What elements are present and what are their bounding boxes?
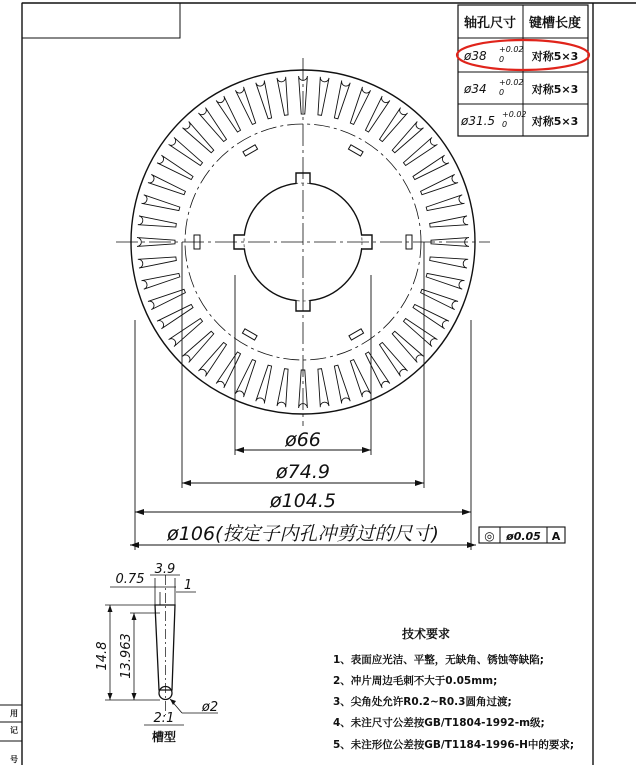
margin-label-b: 记	[10, 726, 18, 735]
table-row-1-dia: ø38	[464, 49, 487, 63]
rotor-slot	[403, 318, 437, 346]
rotor-slot	[277, 369, 288, 407]
slot-dim-3-9: 3.9	[154, 562, 176, 577]
slot-scale: 2:1	[153, 711, 175, 726]
dimension-d106: ø106(按定子内孔冲剪过的尺寸)	[167, 523, 439, 545]
rotor-slot	[413, 304, 449, 328]
tolerance-frame	[479, 527, 565, 543]
rotor-slot	[148, 174, 185, 194]
rotor-slot	[256, 81, 272, 119]
rotor-slot	[350, 87, 370, 124]
rotor-slot	[256, 365, 272, 403]
rotor-slot	[216, 96, 240, 132]
rotor-slot	[350, 360, 370, 397]
margin-label-c: 号	[10, 755, 18, 764]
concentricity-icon: ◎	[484, 529, 495, 543]
tech-requirements-title: 技术要求	[401, 627, 451, 641]
rotor-slot	[169, 137, 203, 165]
rotor-slot	[318, 77, 329, 115]
rotor-slot	[430, 257, 468, 268]
rotor-lamination	[116, 58, 490, 426]
rotor-slot	[379, 342, 407, 376]
rotor-slot	[379, 108, 407, 142]
tech-requirement-5: 5、未注形位公差按GB/T1184-1996-H中的要求;	[333, 739, 575, 751]
rotor-slot	[157, 304, 193, 328]
rotor-slot	[392, 122, 423, 153]
slot-dim-13-963: 13.963	[119, 633, 134, 679]
table-row	[463, 78, 578, 97]
table-row-3-dia: ø31.5	[461, 114, 496, 128]
table-row-1-tol-lower: 0	[499, 55, 505, 64]
tolerance-datum: A	[551, 530, 561, 543]
slot-dim-0-75: 0.75	[115, 572, 145, 587]
rotor-slot	[421, 174, 458, 194]
rotor-slot	[334, 81, 350, 119]
table-row-2-dia: ø34	[464, 82, 487, 96]
rotor-slot	[138, 257, 176, 268]
rotor-slot	[426, 273, 464, 289]
rotor-slot	[216, 352, 240, 388]
rotor-slot	[392, 331, 423, 362]
technical-requirements	[333, 626, 574, 751]
rotor-slot	[142, 195, 180, 211]
margin-label-a: 用	[10, 709, 18, 718]
dimension-d66: ø66	[285, 429, 321, 451]
slot-dim-14-8: 14.8	[95, 641, 110, 671]
rotor-slot	[318, 369, 329, 407]
table-row-3-slot: 对称5×3	[531, 115, 579, 128]
rotor-slot	[169, 318, 203, 346]
table-row-2-slot: 对称5×3	[531, 83, 579, 96]
tech-requirement-4: 4、未注尺寸公差按GB/T1804-1992-m级;	[333, 717, 545, 729]
tech-requirement-2: 2、冲片周边毛刺不大于0.05mm;	[333, 675, 498, 687]
rotor-slot	[142, 273, 180, 289]
table-row-2-tol-upper: +0.02	[499, 78, 524, 87]
table-header-keyway: 键槽长度	[528, 16, 582, 31]
rotor-slot	[148, 289, 185, 309]
table-row-1-slot: 对称5×3	[531, 50, 579, 63]
table-row-2-tol-lower: 0	[499, 88, 505, 97]
rotor-slot	[157, 155, 193, 179]
table-row	[463, 45, 578, 64]
table-row-1-tol-upper: +0.02	[499, 45, 524, 54]
rotor-slot	[365, 96, 389, 132]
table-row-3-tol-upper: +0.02	[502, 110, 527, 119]
rotor-slot	[413, 155, 449, 179]
rotor-slot	[235, 360, 255, 397]
dimension-d74-9: ø74.9	[276, 461, 330, 483]
rotor-slot	[365, 352, 389, 388]
rotor-slot	[421, 289, 458, 309]
tech-requirement-3: 3、尖角处允许R0.2~R0.3圆角过渡;	[333, 696, 512, 708]
rotor-slot	[403, 137, 437, 165]
rotor-slot	[198, 342, 226, 376]
center-lines	[116, 58, 490, 426]
margin-labels	[10, 709, 18, 764]
rotor-slot	[426, 195, 464, 211]
rotor-slot	[138, 216, 176, 227]
tolerance-value: ø0.05	[506, 530, 541, 543]
dimension-d104-5: ø104.5	[269, 490, 337, 512]
slot-caption: 槽型	[151, 730, 177, 744]
slot-dim-1: 1	[183, 578, 193, 593]
table-row	[460, 110, 578, 129]
rotor-slot	[183, 122, 214, 153]
table-row-3-tol-lower: 0	[502, 120, 508, 129]
rotor-slot	[430, 216, 468, 227]
rotor-slot	[277, 77, 288, 115]
rotor-slot	[235, 87, 255, 124]
slot-dim-d2: ø2	[201, 700, 219, 715]
rotor-slot	[198, 108, 226, 142]
rotor-slot	[334, 365, 350, 403]
rotor-slot	[183, 331, 214, 362]
table-header-bore: 轴孔尺寸	[463, 16, 517, 31]
tech-requirement-1: 1、表面应光洁、平整，无缺角、锈蚀等缺陷;	[333, 654, 545, 666]
